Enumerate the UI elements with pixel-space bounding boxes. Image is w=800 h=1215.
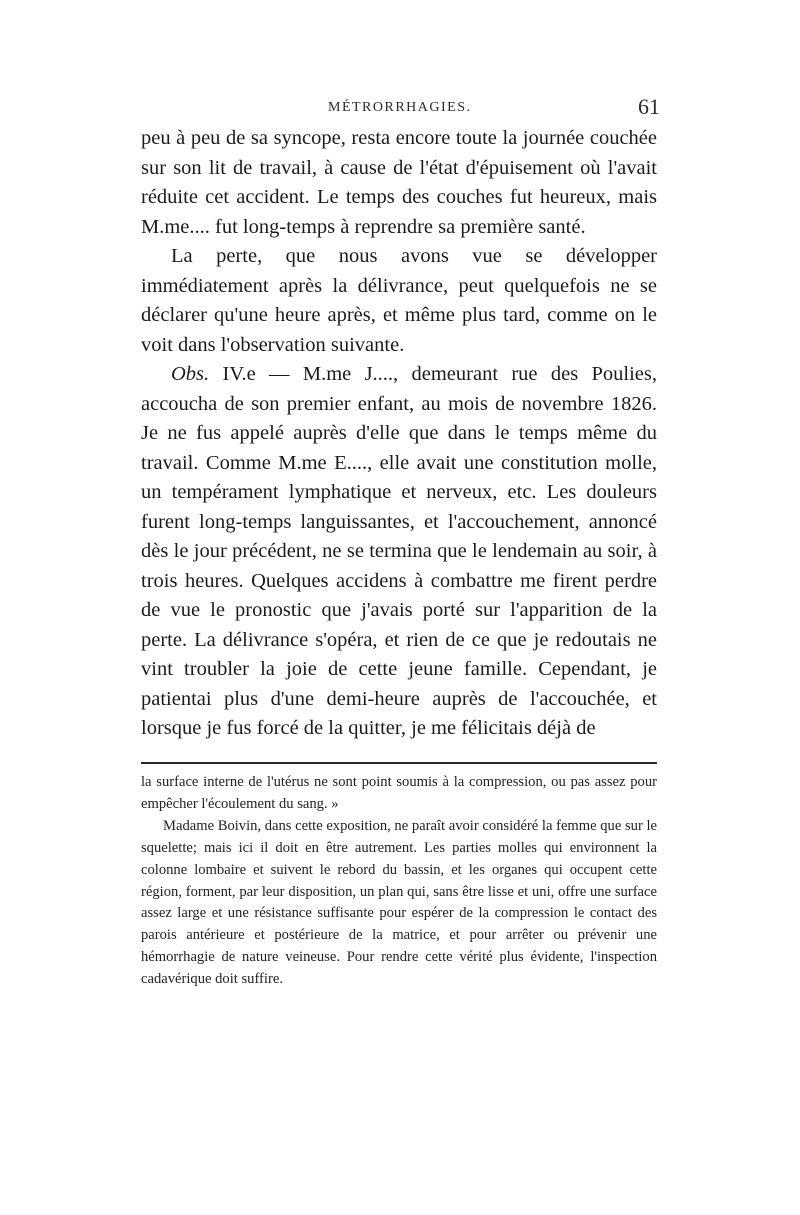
observation-paragraph — [141, 360, 657, 744]
footnote — [141, 772, 657, 991]
footnote-divider — [141, 762, 657, 764]
footnote-paragraph: Madame Boivin, dans cette exposition, ne paraît avoir considéré la femme que sur le squelette; mais ici il doit en être autrement. Les parties molles qui environnent la colonne lombaire et suivent le rebord du bassin, et les organes qui occupent cette région, forment, par leur disposition, un plan qui, sans être lisse et uni, offre une surface assez large et une résistance suffisante pour espérer de la compression le contact des parois antérieure et postérieure de la matrice, et pour arrêter ou prévenir une hémorrhagie de nature veineuse. Pour rendre cette vérité plus évidente, l'inspection cadavérique doit suffire. — [141, 817, 657, 988]
paragraph-continued: peu à peu de sa syncope, resta encore toute la journée couchée sur son lit de travail, à cause de l'état d'épuisement où l'avait réduite cet accident. Le temps des couches fut heureux, mais M.me.... fut long-temps à reprendre sa première santé. — [141, 127, 657, 238]
running-title: MÉTRORRHAGIES. — [328, 100, 472, 115]
observation-text: IV.e — M.me J...., demeurant rue des Poulies, accoucha de son premier enfant, au mois de novembre 1826. Je ne fus appelé auprès d'elle que dans le temps même du travail. Comme M.me E...., elle avait une constitution molle, un tempérament lymphatique et nerveux, etc. Les douleurs furent long-temps languissantes, et l'accouchement, annoncé dès le jour précédent, ne se termina que le lendemain au soir, à trois heures. Quelques accidens à combattre me firent perdre de vue le pronostic que j'avais porté sur l'apparition de la perte. La délivrance s'opéra, et rien de ce que je redoutais ne vint troubler la joie de cette jeune famille. Cependant, je patientai plus d'une demi-heure auprès de l'accouchée, et lorsque je fus forcé de la quitter, je me félicitais déjà de — [141, 363, 657, 739]
footnote-continued: la surface interne de l'utérus ne sont point soumis à la compression, ou pas assez pour empêcher l'écoulement du sang. » — [141, 774, 657, 812]
page-number: 61 — [638, 94, 660, 119]
paragraph: La perte, que nous avons vue se développer immédiatement après la délivrance, peut quelquefois ne se déclarer qu'une heure après, et même plus tard, comme on le voit dans l'observation suivante. — [141, 245, 657, 356]
main-text — [141, 124, 657, 744]
running-head — [140, 96, 660, 124]
observation-label: Obs. — [171, 363, 210, 385]
